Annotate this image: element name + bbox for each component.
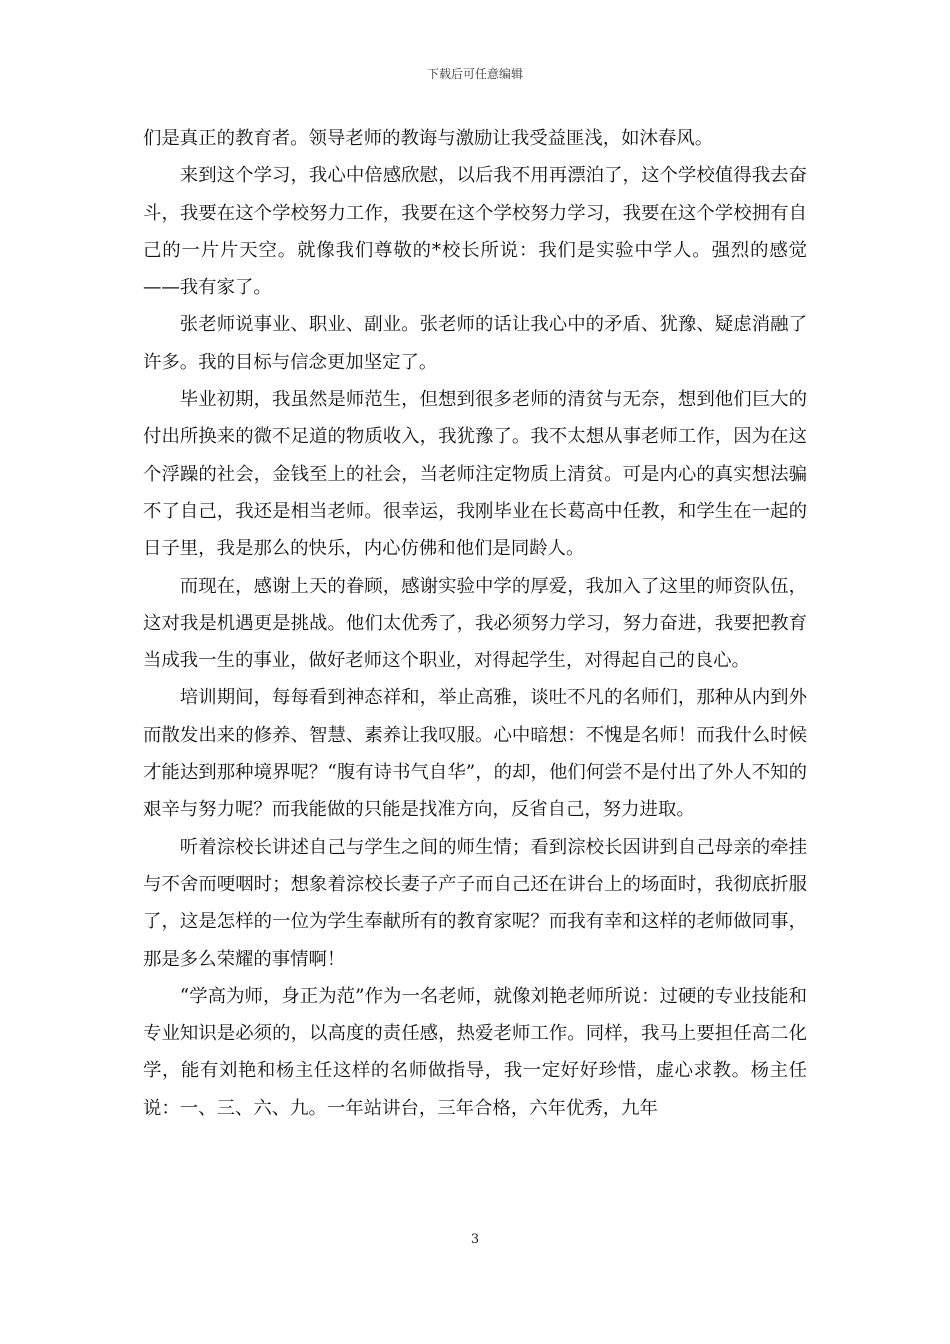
page-header: 下载后可任意编辑: [426, 67, 523, 81]
paragraph: “学高为师，身正为范”作为一名老师，就像刘艳老师所说：过硬的专业技能和专业知识是必须的，以高度的责任感，热爱老师工作。同样，我马上要担任高二化学，能有刘艳和杨主任这样的名师做指导，我一定好好珍惜，虚心求教。杨主任说：一、三、六、九。一年站讲台，三年合格，六年优秀，九年: [143, 985, 807, 1119]
paragraph-continuation: 们是真正的教育者。领导老师的教诲与激励让我受益匪浅，如沐春风。: [143, 128, 714, 149]
document-body: [143, 120, 807, 1127]
paragraph: 听着淙校长讲述自己与学生之间的师生情；看到淙校长因讲到自己母亲的牵挂与不舍而哽咽时；想象着淙校长妻子产子而自己还在讲台上的场面时，我彻底折服了，这是怎样的一位为学生奉献所有的教育家呢？而我有幸和这样的老师做同事，那是多么荣耀的事情啊！: [143, 836, 807, 970]
paragraph: 而现在，感谢上天的眷顾，感谢实验中学的厚爱，我加入了这里的师资队伍，这对我是机遇更是挑战。他们太优秀了，我必须努力学习，努力奋进，我要把教育当成我一生的事业，做好老师这个职业，对得起学生，对得起自己的良心。: [143, 575, 807, 672]
paragraph: 毕业初期，我虽然是师范生，但想到很多老师的清贫与无奈，想到他们巨大的付出所换来的微不足道的物质收入，我犹豫了。我不太想从事老师工作，因为在这个浮躁的社会，金钱至上的社会，当老师注定物质上清贫。可是内心的真实想法骗不了自己，我还是相当老师。很幸运，我刚毕业在长葛高中任教，和学生在一起的日子里，我是那么的快乐，内心仿佛和他们是同龄人。: [143, 389, 807, 560]
paragraph: 培训期间，每每看到神态祥和，举止高雅，谈吐不凡的名师们，那种从内到外而散发出来的修养、智慧、素养让我叹服。心中暗想：不愧是名师！而我什么时候才能达到那种境界呢？“腹有诗书气自华”，的却，他们何尝不是付出了外人不知的艰辛与努力呢？而我能做的只能是找准方向，反省自己，努力进取。: [143, 687, 807, 821]
page-number: 3: [470, 1232, 480, 1247]
paragraph: 张老师说事业、职业、副业。张老师的话让我心中的矛盾、犹豫、疑虑消融了许多。我的目标与信念更加坚定了。: [143, 314, 807, 373]
paragraph: 来到这个学习，我心中倍感欣慰，以后我不用再漂泊了，这个学校值得我去奋斗，我要在这个学校努力工作，我要在这个学校努力学习，我要在这个学校拥有自己的一片片天空。就像我们尊敬的*校长所说：我们是实验中学人。强烈的感觉——我有家了。: [143, 165, 807, 299]
